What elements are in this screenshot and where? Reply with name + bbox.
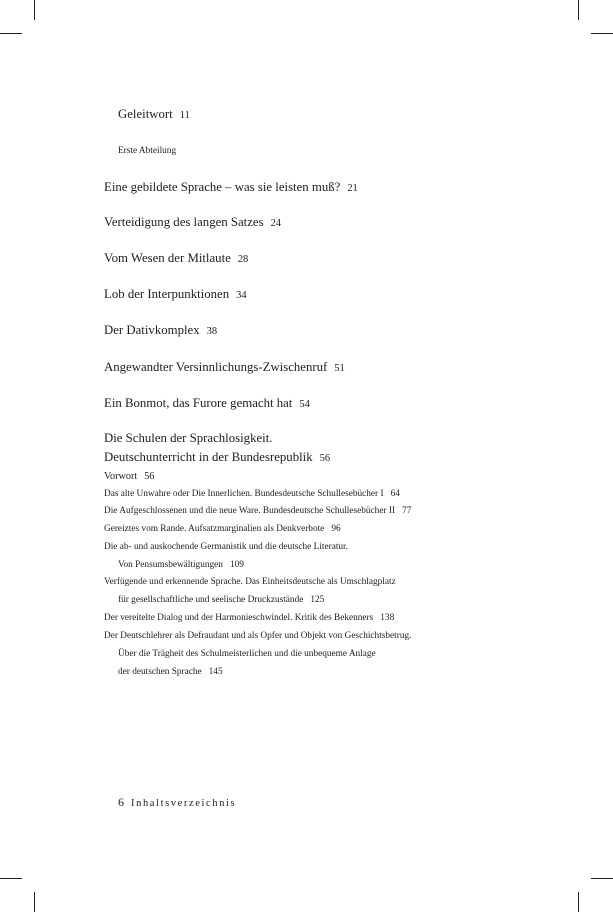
toc-entry-chapter [104, 450, 330, 465]
toc-entry-chapter [104, 180, 358, 195]
toc-subentry [104, 613, 394, 623]
toc-subentry-line: Die ab- und auskochende Germanistik und die deutsche Literatur. [104, 542, 348, 552]
toc-entry-preface [118, 107, 190, 122]
toc-subentry-line: Über die Trägheit des Schulmeisterlichen und die unbequeme Anlage [118, 649, 376, 659]
toc-subentry-title: für gesellschaftliche und seelische Druckzustände [118, 595, 304, 605]
toc-entry-title: Eine gebildete Sprache – was sie leisten muß? [104, 180, 341, 194]
toc-subentry [118, 560, 244, 570]
toc-page-number: 34 [236, 290, 247, 301]
toc-subentry-title: Der vereitelte Dialog und der Harmonieschwindel. Kritik des Bekenners [104, 613, 374, 623]
crop-mark-top-right-vertical [578, 0, 579, 20]
toc-subentry-line: Verfügende und erkennende Sprache. Das Einheitsdeutsche als Umschlagplatz [104, 577, 396, 587]
toc-page-number: 125 [310, 595, 325, 605]
toc-entry-chapter [104, 360, 345, 375]
toc-entry-chapter-title-line: Die Schulen der Sprachlosigkeit. [104, 431, 273, 445]
toc-entry-chapter [104, 287, 247, 302]
running-title: Inhaltsverzeichnis [131, 798, 237, 809]
toc-subentry [104, 471, 154, 482]
toc-subentry [118, 667, 223, 677]
toc-entry-title: Geleitwort [118, 107, 173, 121]
toc-subentry-line: Der Deutschlehrer als Defraudant und als Opfer und Objekt von Geschichtsbetrug. [104, 631, 412, 641]
toc-subentry-title: Das alte Unwahre oder Die Innerlichen. Bundesdeutsche Schullesebücher I [104, 489, 384, 499]
toc-page-number: 24 [270, 218, 282, 229]
toc-subentry [104, 506, 411, 516]
toc-entry-title: Vom Wesen der Mitlaute [104, 251, 231, 265]
toc-entry-title: Angewandter Versinnlichungs-Zwischenruf [104, 360, 328, 374]
toc-entry-chapter [104, 251, 248, 266]
toc-entry-chapter [104, 215, 281, 230]
toc-entry-title: Verteidigung des langen Satzes [104, 215, 264, 229]
crop-mark-bottom-right-horizontal [591, 878, 613, 879]
toc-subentry [118, 595, 324, 605]
toc-subentry [104, 524, 341, 534]
toc-page-number: 11 [179, 110, 190, 121]
crop-mark-bottom-right-vertical [578, 892, 579, 912]
toc-subentry-title: Die Aufgeschlossenen und die neue Ware. Bundesdeutsche Schullesebücher II [104, 506, 396, 516]
footer-page-number: 6 [118, 795, 124, 809]
toc-page-number: 54 [299, 399, 310, 410]
crop-mark-top-right-horizontal [591, 33, 613, 34]
toc-page-number: 38 [206, 326, 218, 337]
toc-page-number: 77 [402, 506, 412, 516]
crop-mark-bottom-left-horizontal [0, 878, 22, 879]
toc-page-number: 56 [144, 471, 155, 482]
toc-subentry-title: der deutschen Sprache [118, 667, 202, 677]
toc-entry-title: Deutschunterricht in der Bundesrepublik [104, 450, 313, 464]
toc-subentry-title: Vorwort [104, 471, 138, 482]
page-footer [118, 795, 236, 810]
crop-mark-bottom-left-vertical [34, 892, 35, 912]
toc-page-number: 51 [334, 363, 345, 374]
section-label: Erste Abteilung [118, 146, 177, 156]
toc-entry-chapter [104, 396, 310, 411]
toc-page-number: 21 [347, 183, 358, 194]
toc-page-number: 64 [390, 489, 400, 499]
toc-page-number: 138 [380, 613, 395, 623]
toc-page-number: 145 [208, 667, 223, 677]
toc-subentry-title: Gereiztes vom Rande. Aufsatzmarginalien als Denkverbote [104, 524, 325, 534]
toc-page-number: 56 [319, 453, 331, 464]
toc-page-number: 96 [331, 524, 341, 534]
toc-subentry [104, 489, 400, 499]
crop-mark-top-left-vertical [34, 0, 35, 20]
toc-entry-title: Lob der Interpunktionen [104, 287, 230, 301]
toc-entry-chapter [104, 323, 217, 338]
toc-entry-title: Der Dativkomplex [104, 323, 200, 337]
toc-page-number: 109 [229, 560, 244, 570]
crop-mark-top-left-horizontal [0, 33, 22, 34]
toc-page-number: 28 [237, 254, 249, 265]
toc-entry-title: Ein Bonmot, das Furore gemacht hat [104, 396, 293, 410]
toc-subentry-title: Von Pensumsbewältigungen [118, 560, 223, 570]
